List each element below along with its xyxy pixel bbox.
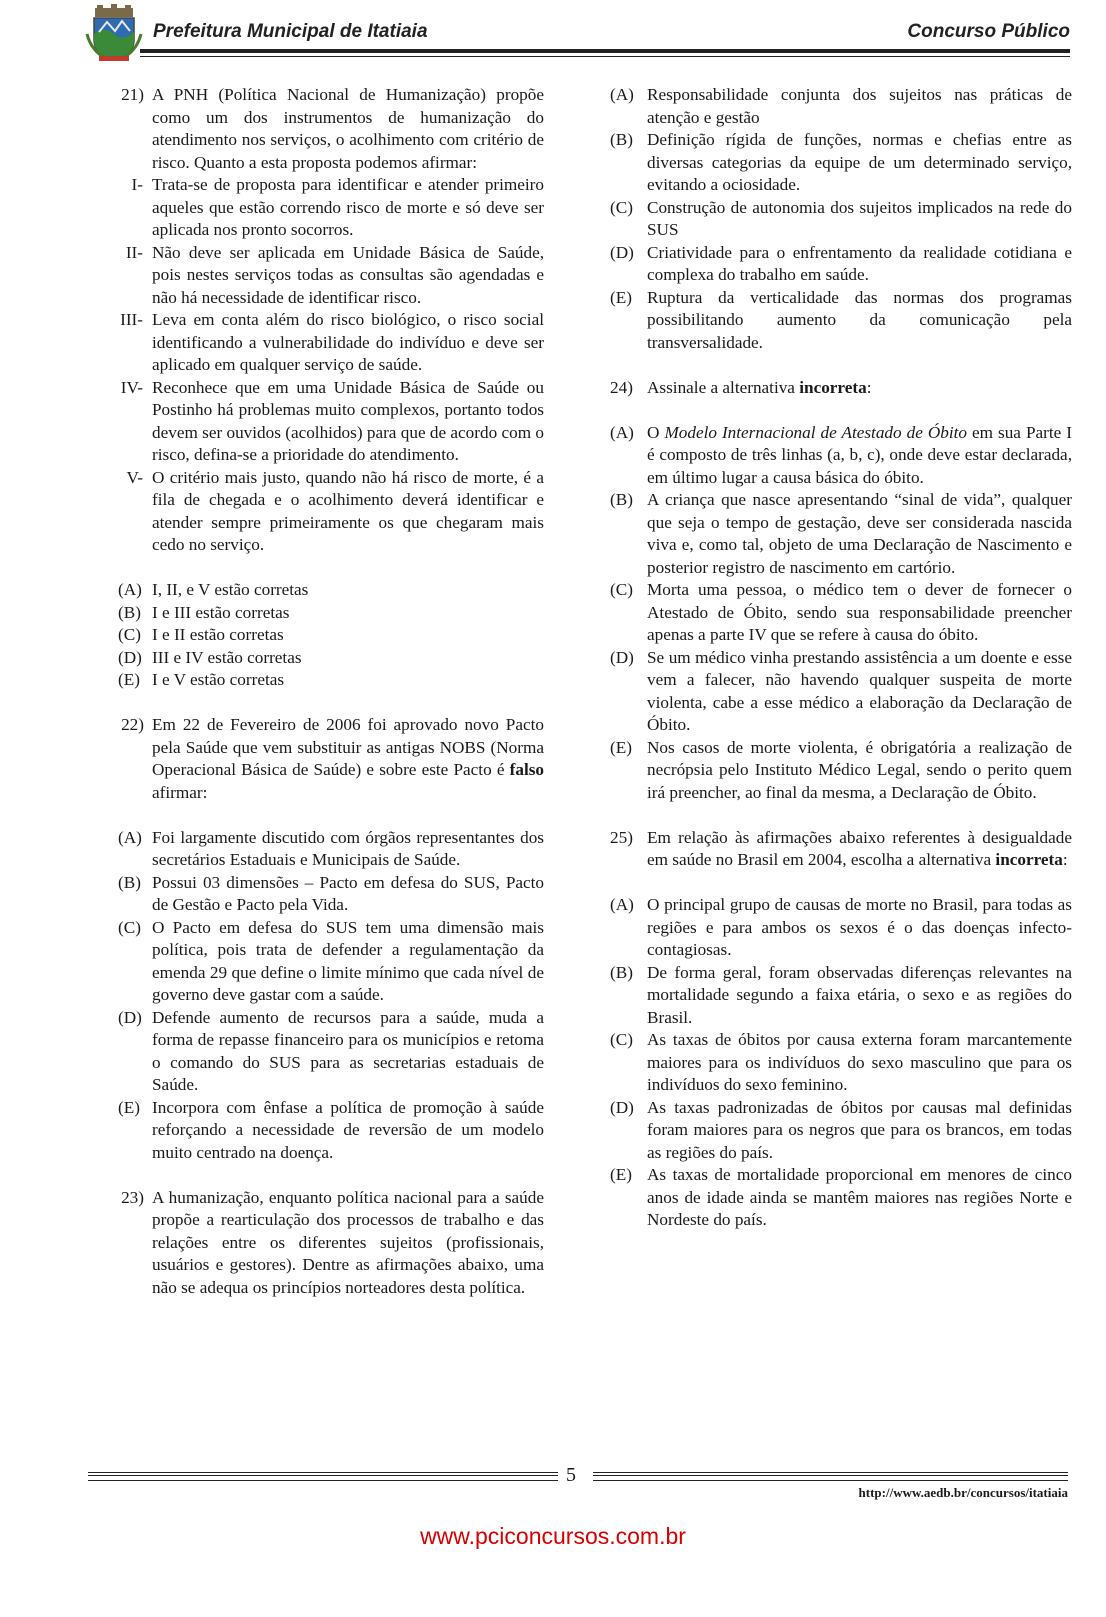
option-text: Ruptura da verticalidade das normas dos programas possibilitando aumento da comunicação pela transversalidade. [647, 287, 1072, 352]
right-column [610, 84, 1072, 1232]
answer-option[interactable] [610, 129, 1072, 197]
option-text: Foi largamente discutido com órgãos representantes dos secretários Estaduais e Municipais de Saúde. [152, 827, 544, 869]
statement-item [108, 242, 544, 310]
answer-option[interactable] [108, 602, 544, 625]
question-text: Em relação às afirmações abaixo referentes à desigualdade em saúde no Brasil em 2004, escolha a alternativa incorreta: [647, 827, 1072, 869]
emphasis-text: incorreta [995, 850, 1063, 869]
question-text: Em 22 de Fevereiro de 2006 foi aprovado novo Pacto pela Saúde que vem substituir as antigas NOBS (Norma Operacional Básica de Saúde) e sobre este Pacto é falso afirmar: [152, 715, 544, 802]
option-label: (B) [118, 602, 141, 622]
option-label: (E) [610, 737, 632, 757]
option-label: (A) [610, 85, 634, 104]
answer-option[interactable] [108, 827, 544, 872]
answer-options [108, 579, 544, 692]
option-label: (A) [118, 580, 142, 599]
option-text: O Pacto em defesa do SUS tem uma dimensão mais política, pois trata de defender a regulamentação da emenda 29 que define o limite mínimo que cada nível de governo deve gastar com a saúde. [152, 917, 544, 1004]
answer-option[interactable] [108, 579, 544, 602]
answer-option[interactable] [108, 872, 544, 917]
header-exam-label: Concurso Público [907, 21, 1070, 42]
option-label: (D) [610, 1097, 634, 1117]
option-text: III e IV estão corretas [152, 647, 302, 667]
answer-option[interactable] [108, 1007, 544, 1097]
option-text: Defende aumento de recursos para a saúde, muda a forma de repasse financeiro para os municípios e retoma o comando do SUS para as secretarias estaduais de Saúde. [152, 1007, 544, 1094]
option-text: I e III estão corretas [152, 602, 290, 622]
answer-option[interactable] [108, 669, 544, 692]
page-footer [88, 1464, 1068, 1500]
answer-option[interactable] [108, 917, 544, 1007]
option-label: (C) [610, 1030, 633, 1049]
question-21 [108, 84, 544, 174]
question-text: Assinale a alternativa incorreta: [647, 377, 872, 397]
option-label: (E) [118, 670, 140, 689]
statement-label: IV- [120, 377, 143, 397]
option-text: Se um médico vinha prestando assistência a um doente e esse vem a falecer, não havendo qualquer suspeita de morte violenta, cabe a esse médico a elaboração da Declaração de Óbito. [647, 647, 1072, 734]
answer-option[interactable] [610, 647, 1072, 737]
answer-option[interactable] [610, 1164, 1072, 1232]
option-label: (B) [610, 130, 633, 149]
statement-label: II- [125, 242, 143, 262]
municipal-crest-icon [85, 4, 143, 62]
option-label: (A) [610, 422, 634, 442]
option-text-italic: Modelo Internacional de Atestado de Óbito [664, 422, 967, 442]
question-number: 21) [121, 85, 144, 104]
footer-divider-left-thin [88, 1480, 558, 1481]
answer-option[interactable] [610, 84, 1072, 129]
option-text: I e II estão corretas [152, 625, 284, 644]
answer-options [610, 422, 1072, 805]
answer-option[interactable] [610, 1029, 1072, 1097]
option-label: (B) [610, 962, 633, 982]
option-label: (B) [118, 872, 141, 892]
statement-label: I- [131, 175, 143, 194]
footer-divider-right-thin [593, 1480, 1068, 1481]
option-text: Definição rígida de funções, normas e chefias entre as diversas categorias da equipe de um determinado serviço, evitando a ociosidade. [647, 130, 1072, 194]
statement-label: III- [120, 310, 143, 329]
statement-text: Não deve ser aplicada em Unidade Básica de Saúde, pois nestes serviços todas as consultas são agendadas e não há necessidade de identificar risco. [152, 242, 544, 307]
option-text: Criatividade para o enfrentamento da realidade cotidiana e complexa do trabalho em saúde. [647, 242, 1072, 284]
statement-text: Leva em conta além do risco biológico, o risco social identificando a vulnerabilidade do indivíduo e deve ser aplicado em qualquer serviço de saúde. [152, 310, 544, 374]
page-header [85, 4, 1070, 62]
option-label: (C) [610, 580, 633, 599]
statement-text: Reconhece que em uma Unidade Básica de Saúde ou Postinho há problemas muito complexos, portanto todos devem ser ouvidos (acolhidos) para que de acordo com o risco, defina-se a prioridade do atendimento. [152, 377, 544, 464]
emphasis-text: incorreta [799, 377, 867, 397]
answer-options [108, 827, 544, 1165]
option-text: Responsabilidade conjunta dos sujeitos nas práticas de atenção e gestão [647, 85, 1072, 127]
option-text: A criança que nasce apresentando “sinal de vida”, qualquer que seja o tempo de gestação, deve ser considerada nascida viva e, como tal, objeto de uma Declaração de Nascimento e posterior registro de nascimento em cartório. [647, 490, 1072, 577]
question-23 [108, 1187, 544, 1300]
option-label: (B) [610, 490, 633, 509]
header-divider [140, 49, 1070, 53]
answer-option[interactable] [610, 489, 1072, 579]
option-text-pre: O [647, 422, 665, 442]
question-22 [108, 714, 544, 804]
answer-option[interactable] [610, 287, 1072, 355]
answer-option[interactable] [108, 647, 544, 670]
header-divider-thin [140, 56, 1070, 57]
site-url-link[interactable]: www.pciconcursos.com.br [420, 1523, 686, 1549]
option-label: (E) [610, 287, 632, 307]
question-25 [610, 827, 1072, 872]
answer-options [610, 894, 1072, 1232]
option-text: Possui 03 dimensões – Pacto em defesa do SUS, Pacto de Gestão e Pacto pela Vida. [152, 872, 544, 914]
option-text: Morta uma pessoa, o médico tem o dever de fornecer o Atestado de Óbito, sendo sua responsabilidade preencher apenas a parte IV que se refere à causa do óbito. [647, 580, 1072, 644]
left-column [108, 84, 544, 1299]
option-text: Construção de autonomia dos sujeitos implicados na rede do SUS [647, 197, 1072, 239]
statement-text: Trata-se de proposta para identificar e atender primeiro aqueles que estão correndo risco de morte e só deve ser aplicada nos pronto socorros. [152, 175, 544, 239]
option-text: O principal grupo de causas de morte no Brasil, para todas as regiões e para ambos os sexos é o das doenças infecto-contagiosas. [647, 895, 1072, 959]
statement-list [108, 174, 544, 557]
option-text: As taxas padronizadas de óbitos por causas mal definidas foram maiores para os negros que para os brancos, em todas as regiões do país. [647, 1097, 1072, 1162]
option-text: De forma geral, foram observadas diferenças relevantes na mortalidade segundo a faixa etária, o sexo e as regiões do Brasil. [647, 962, 1072, 1027]
answer-options [610, 84, 1072, 354]
option-text-post: em sua Parte I é composto de três linhas (a, b, c), onde deve estar declarada, em último lugar a causa básica do óbito. [647, 422, 1072, 487]
question-number: 25) [610, 827, 633, 847]
question-number: 22) [121, 715, 144, 734]
option-label: (A) [610, 895, 634, 914]
option-text: Nos casos de morte violenta, é obrigatória a realização de necrópsia pelo Instituto Médico Legal, sendo o perito quem irá preencher, ao final da mesma, a Declaração de Óbito. [647, 737, 1072, 802]
answer-option[interactable] [610, 962, 1072, 1030]
option-text: As taxas de mortalidade proporcional em menores de cinco anos de idade ainda se mantêm maiores nas regiões Norte e Nordeste do país. [647, 1165, 1072, 1229]
statement-item [108, 309, 544, 377]
page-number: 5 [566, 1464, 576, 1486]
statement-label: V- [126, 467, 143, 487]
option-label: (D) [610, 242, 634, 262]
answer-option[interactable] [610, 579, 1072, 647]
option-label: (D) [118, 1007, 142, 1027]
option-text: As taxas de óbitos por causa externa foram marcantemente maiores para os indivíduos do sexo masculino que para os indivíduos do sexo feminino. [647, 1030, 1072, 1094]
statement-item [108, 467, 544, 557]
answer-option[interactable] [610, 737, 1072, 805]
option-label: (E) [610, 1165, 632, 1184]
question-number: 23) [121, 1187, 144, 1207]
option-text: Incorpora com ênfase a política de promoção à saúde reforçando a necessidade de reversão de um modelo muito centrado na doença. [152, 1097, 544, 1162]
answer-option[interactable] [610, 197, 1072, 242]
answer-option[interactable] [610, 242, 1072, 287]
option-label: (C) [610, 197, 633, 217]
option-label: (C) [118, 625, 141, 644]
answer-option[interactable] [108, 1097, 544, 1165]
option-label: (D) [610, 647, 634, 667]
question-number: 24) [610, 377, 633, 397]
option-text: I, II, e V estão corretas [152, 580, 309, 599]
statement-text: O critério mais justo, quando não há risco de morte, é a fila de chegada e o acolhimento deverá identificar e atender sempre primeiramente os que chegaram mais cedo no serviço. [152, 467, 544, 554]
answer-option[interactable] [610, 894, 1072, 962]
question-text: A humanização, enquanto política nacional para a saúde propõe a rearticulação dos processos de trabalho e das relações entre os diferentes sujeitos (profissionais, usuários e gestores). Dentre as afirmações abaixo, uma não se adequa os princípios norteadores desta política. [152, 1187, 544, 1297]
footer-url-link[interactable]: http://www.aedb.br/concursos/itatiaia [858, 1485, 1068, 1500]
option-label: (C) [118, 917, 141, 937]
option-text [647, 422, 1072, 490]
option-text: I e V estão corretas [152, 670, 285, 689]
statement-item [108, 174, 544, 242]
option-label: (E) [118, 1097, 140, 1117]
option-label: (D) [118, 647, 142, 667]
emphasis-text: falso [509, 760, 544, 779]
option-label: (A) [118, 827, 142, 847]
answer-option[interactable] [610, 422, 1072, 490]
answer-option[interactable] [108, 624, 544, 647]
statement-item [108, 377, 544, 467]
footer-divider-left [88, 1472, 558, 1476]
footer-divider-right [593, 1472, 1068, 1476]
question-24 [610, 377, 1072, 400]
answer-option[interactable] [610, 1097, 1072, 1165]
header-title: Prefeitura Municipal de Itatiaia [153, 21, 428, 42]
question-text: A PNH (Política Nacional de Humanização) propõe como um dos instrumentos de humanização do atendimento nos serviços, o acolhimento com critério de risco. Quanto a esta proposta podemos afirmar: [152, 85, 544, 172]
